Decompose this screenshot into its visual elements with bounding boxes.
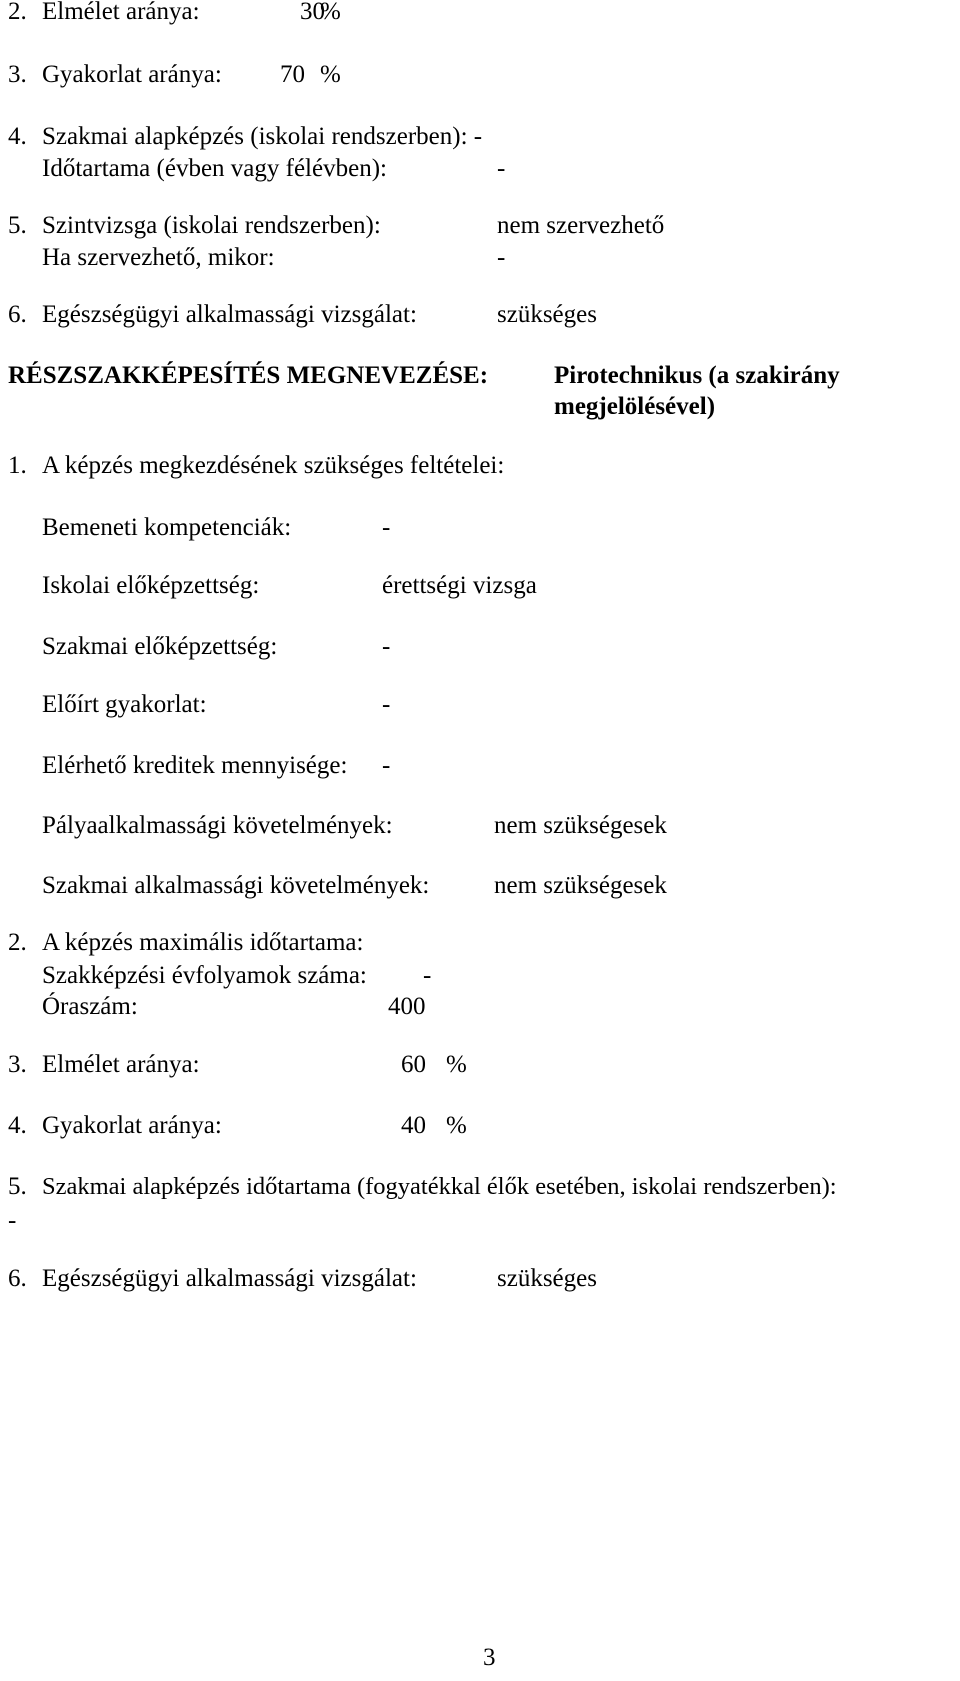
egeszsegugyi-value: szükséges — [497, 1265, 597, 1292]
page-number: 3 — [483, 1644, 496, 1671]
iskolai-value: érettségi vizsga — [382, 572, 537, 599]
section-number: 4. — [8, 1112, 27, 1139]
section-title: A képzés megkezdésének szükséges feltételei: — [42, 452, 505, 479]
section-number: 3. — [8, 1051, 27, 1078]
gyakorlat-unit: % — [320, 61, 341, 88]
palyaalkalmassagi-label: Pályaalkalmassági követelmények: — [42, 812, 393, 839]
oraszam-label: Óraszám: — [42, 993, 138, 1020]
elmelet-value: 30 — [300, 0, 325, 25]
mikor-value: - — [497, 244, 506, 271]
mikor-label: Ha szervezhető, mikor: — [42, 244, 275, 271]
item-number: 5. — [8, 212, 27, 239]
evfolyamok-label: Szakképzési évfolyamok száma: — [42, 962, 367, 989]
egeszsegugyi-label: Egészségügyi alkalmassági vizsgálat: — [42, 301, 417, 328]
gyakorlat-unit: % — [446, 1112, 467, 1139]
alapkepzes-idotartam-value: - — [8, 1207, 17, 1234]
alapkepzes-idotartam-text: Szakmai alapképzés időtartama (fogyatékkal élők esetében, iskolai rendszerben): — [42, 1173, 837, 1200]
bemeneti-value: - — [382, 514, 391, 541]
gyakorlat-value: 70 — [280, 61, 305, 88]
gyakorlat-label: Gyakorlat aránya: — [42, 61, 222, 88]
item-number: 2. — [8, 0, 27, 25]
oraszam-value: 400 — [388, 993, 426, 1020]
szakmai-alkalmassagi-value: nem szükségesek — [494, 872, 667, 899]
elmelet-unit: % — [446, 1051, 467, 1078]
section-number: 5. — [8, 1173, 27, 1200]
elmelet-label: Elmélet aránya: — [42, 1051, 200, 1078]
szakmai-alkalmassagi-label: Szakmai alkalmassági követelmények: — [42, 872, 430, 899]
gyakorlat-value: 40 — [401, 1112, 426, 1139]
idotartam-label: Időtartama (évben vagy félévben): — [42, 155, 387, 182]
kreditek-value: - — [382, 752, 391, 779]
iskolai-label: Iskolai előképzettség: — [42, 572, 260, 599]
elmelet-value: 60 — [401, 1051, 426, 1078]
elmelet-label: Elmélet aránya: — [42, 0, 200, 25]
eloirt-gyakorlat-value: - — [382, 691, 391, 718]
section-title: A képzés maximális időtartama: — [42, 929, 364, 956]
item-number: 6. — [8, 301, 27, 328]
item-number: 3. — [8, 61, 27, 88]
item-number: 4. — [8, 123, 27, 150]
idotartam-value: - — [497, 155, 506, 182]
egeszsegugyi-value: szükséges — [497, 301, 597, 328]
elmelet-unit: % — [320, 0, 341, 25]
palyaalkalmassagi-value: nem szükségesek — [494, 812, 667, 839]
kreditek-label: Elérhető kreditek mennyisége: — [42, 752, 348, 779]
heading-label: RÉSZSZAKKÉPESÍTÉS MEGNEVEZÉSE: — [8, 362, 489, 389]
szintvizsga-value: nem szervezhető — [497, 212, 665, 239]
section-number: 6. — [8, 1265, 27, 1292]
szakmai-elokepzettseg-value: - — [382, 633, 391, 660]
alapkepzes-text: Szakmai alapképzés (iskolai rendszerben): - — [42, 123, 483, 150]
heading-value-line1: Pirotechnikus (a szakirány — [554, 362, 840, 389]
gyakorlat-label: Gyakorlat aránya: — [42, 1112, 222, 1139]
egeszsegugyi-label: Egészségügyi alkalmassági vizsgálat: — [42, 1265, 417, 1292]
section-number: 1. — [8, 452, 27, 479]
heading-value-line2: megjelölésével) — [554, 393, 716, 420]
evfolyamok-value: - — [423, 962, 432, 989]
section-number: 2. — [8, 929, 27, 956]
szakmai-elokepzettseg-label: Szakmai előképzettség: — [42, 633, 278, 660]
szintvizsga-label: Szintvizsga (iskolai rendszerben): — [42, 212, 381, 239]
eloirt-gyakorlat-label: Előírt gyakorlat: — [42, 691, 207, 718]
bemeneti-label: Bemeneti kompetenciák: — [42, 514, 292, 541]
